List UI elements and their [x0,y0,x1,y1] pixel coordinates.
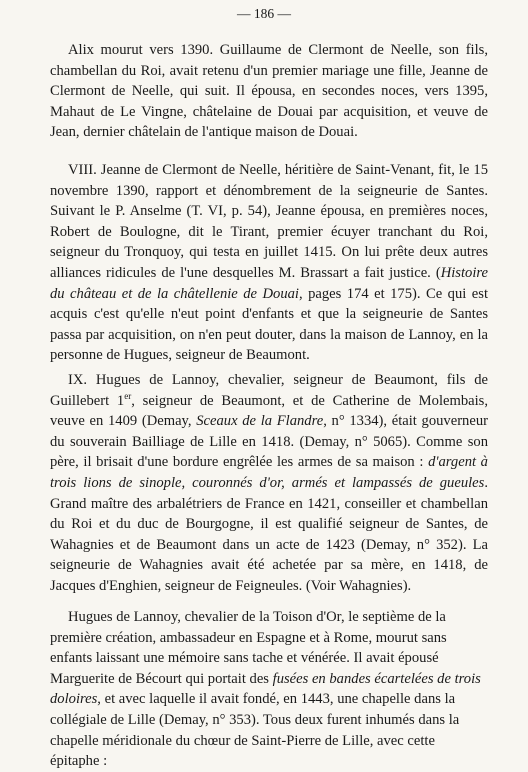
paragraph-ix-text-a: IX. Hugues de Lannoy, chevalier, seigneur de Beaumont, fils de Guillebert 1 [50,372,488,409]
paragraph-ix-hugues [50,370,488,597]
paragraph-ix-blazon: d'argent à trois lions de sinople, couronnés d'or, armés et lampassés de gueules [50,454,488,491]
paragraph-alix [50,40,488,143]
page-number: — 186 — [237,6,291,21]
paragraph-hugues-toison [50,607,488,772]
paragraph-alix-text: Alix mourut vers 1390. Guillaume de Clermont de Neelle, son fils, chambellan du Roi, avait retenu d'un premier mariage une fille, Jeanne de Clermont de Neelle, qui suit. Il épousa, en secondes noces, vers 1395, Mahaut de Le Vingne, châtelaine de Douai par acquisition, et veuve de Jean, dernier châtelain de l'antique maison de Douai. [50,42,488,141]
paragraph-toison-text-a: Hugues de Lannoy, chevalier de la Toison d'Or, le septième de la première création, ambassadeur en Espagne et à Rome, mourut sans enfants laissant une mémoire sans tache et vénérée. Il avait épousé Marguerite de Bécourt qui portait des [50,609,447,687]
paragraph-viii-text-b: , pages 174 et 175). Ce qui est acquis c'est qu'elle n'eut point d'enfants et que la seigneurie de Santes passa par acquisition, on n'en peut douter, dans la maison de Lannoy, en la personne de Hugues, seigneur de Beaumont. [50,285,489,364]
paragraph-viii-jeanne [50,160,488,366]
paragraph-ix-text-c: , n° 1334), était gouverneur du souverain Bailliage de Lille en 1418. (Demay, n° 5065). Comme son père, il brisait d'une bordure engrêlée les armes de sa maison : [50,413,488,471]
paragraph-viii-citation: Histoire du château et de la châtellenie de Douai [50,264,488,302]
paragraph-viii-text-a: VIII. Jeanne de Clermont de Neelle, héritière de Saint-Venant, fit, le 15 novembre 1390, rapport et dénombrement de la seigneurie de Santes. Suivant le P. Anselme (T. VI, p. 54), Jeanne épousa, en premières noces, Robert de Boulogne, dit le Tirant, premier écuyer tranchant du Roi, seigneur du Tronquoy, qui testa en juillet 1415. On lui prête deux autres alliances ridicules de l'une desquelles M. Brassart a fait justice. ( [50,162,488,281]
paragraph-ix-superscript: er [124,390,132,401]
paragraph-ix-text-b: , seigneur de Beaumont, et de Catherine de Molembais, veuve en 1409 (Demay, [50,392,488,430]
paragraph-toison-blazon: fusées en bandes écartelées de trois doloires [50,670,481,708]
paragraph-ix-citation: Sceaux de la Flandre [196,413,324,430]
paragraph-ix-text-d: . Grand maître des arbalétriers de France en 1421, conseiller et chambellan du Roi et du duc de Bourgogne, il est qualifié seigneur de Santes, de Wahagnies et de Beaumont dans un acte de 1423 (Demay, n° 352). La seigneurie de Wahagnies avait été achetée par sa mère, en 1418, de Jacques d'Enghien, seigneur de Feigneules. (Voir Wahagnies). [50,474,488,594]
paragraph-toison-text-b: , et avec laquelle il avait fondé, en 1443, une chapelle dans la collégiale de Lille (Demay, n° 353). Tous deux furent inhumés dans la chapelle méridionale du chœur de Saint-Pierre de Lille, avec cette épitaphe : [50,691,460,770]
